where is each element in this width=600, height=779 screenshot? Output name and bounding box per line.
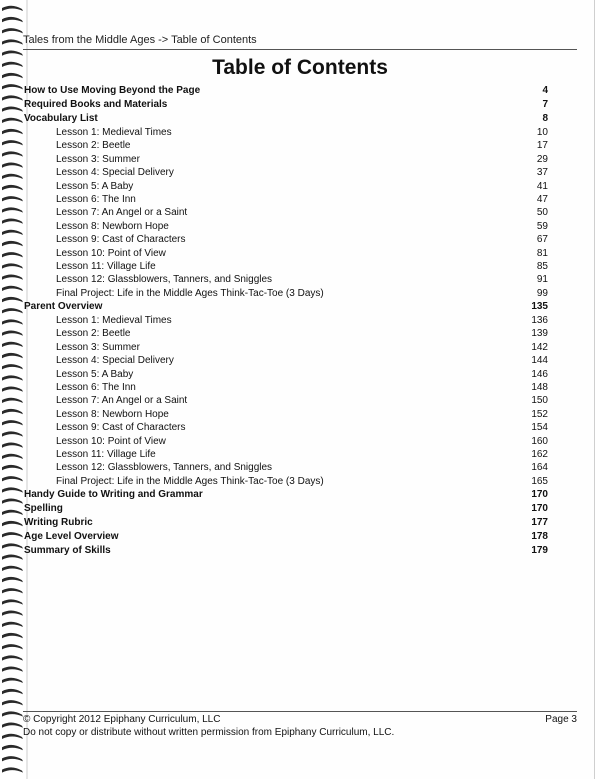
binding-coil (2, 443, 23, 448)
toc-entry-label: Lesson 4: Special Delivery (56, 355, 174, 367)
binding-coil (2, 241, 23, 246)
toc-entry-label: Lesson 11: Village Life (56, 448, 156, 460)
binding-coil (2, 263, 23, 268)
binding-coil (2, 230, 23, 235)
binding-coil (2, 196, 23, 201)
toc-entry-label: Parent Overview (24, 301, 103, 313)
toc-entry-page: 4 (542, 85, 548, 96)
binding-coil (2, 17, 23, 22)
toc-entry-label: Lesson 1: Medieval Times (56, 315, 172, 327)
toc-entry-page: 135 (531, 301, 548, 313)
toc-entry-page: 162 (531, 448, 548, 460)
binding-coil (2, 6, 23, 11)
toc-lesson-entry (24, 475, 548, 488)
toc-entry-page: 29 (536, 153, 548, 165)
table-of-contents (24, 84, 548, 558)
binding-coil (2, 319, 23, 324)
binding-coil (2, 375, 23, 380)
binding-coil (2, 431, 23, 436)
toc-entry-page: 41 (536, 180, 548, 192)
binding-coil (2, 364, 23, 369)
toc-entry-label: Lesson 11: Village Life (56, 260, 156, 272)
binding-coil (2, 566, 23, 571)
toc-entry-label: Lesson 10: Point of View (56, 247, 166, 259)
toc-entry-label: Age Level Overview (24, 531, 119, 543)
binding-coil (2, 476, 23, 481)
toc-entry-page: 178 (531, 531, 548, 543)
binding-coil (2, 331, 23, 336)
toc-section-entry (24, 530, 548, 544)
toc-entry-label: Required Books and Materials (24, 99, 168, 110)
toc-entry-label: Lesson 6: The Inn (56, 382, 136, 394)
toc-lesson-entry (24, 394, 548, 407)
binding-coil (2, 95, 23, 100)
toc-entry-page: 139 (531, 328, 548, 340)
binding-coil (2, 667, 23, 672)
toc-entry-label: Lesson 12: Glassblowers, Tanners, and Sniggles (56, 462, 273, 474)
toc-entry-label: Lesson 2: Beetle (56, 140, 131, 152)
toc-entry-label: Final Project: Life in the Middle Ages Think-Tac-Toe (3 Days) (56, 287, 324, 299)
binding-coil (2, 543, 23, 548)
page-number: Page 3 (545, 714, 577, 725)
toc-lesson-entry (24, 435, 548, 448)
toc-entry-page: 59 (536, 220, 548, 232)
toc-lesson-entry (24, 368, 548, 381)
toc-entry-label: Lesson 8: Newborn Hope (56, 220, 169, 232)
binding-coil (2, 521, 23, 526)
binding-coil (2, 465, 23, 470)
toc-entry-page: 136 (531, 315, 548, 327)
toc-entry-page: 165 (531, 475, 548, 487)
toc-entry-page: 152 (531, 408, 548, 420)
toc-entry-page: 50 (536, 207, 548, 219)
toc-entry-page: 99 (536, 287, 548, 299)
toc-section-entry (24, 98, 548, 112)
toc-lesson-entry (24, 206, 548, 219)
binding-coil (2, 767, 23, 772)
toc-lesson-entry (24, 354, 548, 367)
toc-entry-label: Lesson 5: A Baby (56, 180, 134, 192)
binding-coil (2, 84, 23, 89)
toc-entry-label: Lesson 3: Summer (56, 341, 140, 353)
toc-lesson-entry (24, 260, 548, 273)
binding-coil (2, 252, 23, 257)
binding-coil (2, 107, 23, 112)
toc-lesson-entry (24, 314, 548, 327)
toc-lesson-entry (24, 180, 548, 193)
binding-coil (2, 207, 23, 212)
toc-lesson-entry (24, 273, 548, 286)
binding-coil (2, 577, 23, 582)
toc-lesson-entry (24, 408, 548, 421)
toc-entry-label: Spelling (24, 503, 63, 515)
toc-section-entry (24, 488, 548, 502)
toc-entry-page: 8 (542, 113, 548, 124)
binding-coil (2, 219, 23, 224)
binding-coil (2, 487, 23, 492)
toc-section-entry (24, 502, 548, 516)
toc-entry-page: 154 (531, 422, 548, 434)
toc-lesson-entry (24, 233, 548, 246)
binding-coil (2, 454, 23, 459)
toc-entry-page: 164 (531, 462, 548, 474)
toc-section-entry (24, 544, 548, 558)
binding-coil (2, 723, 23, 728)
binding-coil (2, 342, 23, 347)
toc-entry-label: Writing Rubric (24, 517, 93, 529)
binding-coil (2, 275, 23, 280)
binding-coil (2, 353, 23, 358)
toc-entry-page: 144 (531, 355, 548, 367)
toc-entry-label: Lesson 4: Special Delivery (56, 167, 174, 179)
toc-entry-label: Lesson 9: Cast of Characters (56, 422, 186, 434)
binding-coil (2, 409, 23, 414)
binding-coil (2, 297, 23, 302)
toc-entry-label: Lesson 2: Beetle (56, 328, 131, 340)
toc-entry-page: 67 (536, 234, 548, 246)
binding-coil (2, 756, 23, 761)
toc-entry-label: Lesson 8: Newborn Hope (56, 408, 169, 420)
toc-entry-label: Lesson 7: An Angel or a Saint (56, 395, 188, 407)
toc-entry-page: 160 (531, 435, 548, 447)
toc-lesson-entry (24, 126, 548, 139)
toc-entry-page: 85 (536, 260, 548, 272)
binding-coil (2, 588, 23, 593)
binding-coil (2, 510, 23, 515)
binding-coil (2, 151, 23, 156)
toc-lesson-entry (24, 421, 548, 434)
binding-coil (2, 611, 23, 616)
running-header: Tales from the Middle Ages -> Table of Contents (23, 34, 257, 46)
toc-lesson-entry (24, 341, 548, 354)
binding-coil (2, 174, 23, 179)
binding-coil (2, 129, 23, 134)
toc-entry-label: Summary of Skills (24, 545, 111, 557)
toc-section-entry (24, 112, 548, 126)
toc-lesson-entry (24, 247, 548, 260)
spiral-binding (0, 0, 26, 779)
toc-entry-page: 91 (536, 274, 548, 286)
toc-entry-page: 142 (531, 341, 548, 353)
toc-lesson-entry (24, 448, 548, 461)
toc-entry-page: 10 (536, 127, 548, 138)
toc-entry-page: 170 (531, 503, 548, 515)
toc-entry-page: 7 (542, 99, 548, 110)
toc-lesson-entry (24, 461, 548, 474)
toc-lesson-entry (24, 166, 548, 179)
toc-entry-label: Lesson 7: An Angel or a Saint (56, 207, 188, 219)
binding-coil (2, 398, 23, 403)
toc-entry-label: Lesson 1: Medieval Times (56, 127, 172, 138)
binding-coil (2, 689, 23, 694)
toc-entry-label: Lesson 9: Cast of Characters (56, 234, 186, 246)
binding-coil (2, 532, 23, 537)
toc-lesson-entry (24, 327, 548, 340)
page-title: Table of Contents (212, 56, 388, 79)
toc-entry-label: Lesson 5: A Baby (56, 368, 134, 380)
binding-coil (2, 734, 23, 739)
toc-lesson-entry (24, 381, 548, 394)
toc-section-entry (24, 84, 548, 98)
toc-entry-label: How to Use Moving Beyond the Page (24, 85, 201, 96)
binding-coil (2, 745, 23, 750)
toc-lesson-entry (24, 193, 548, 206)
binding-coil (2, 599, 23, 604)
binding-coil (2, 420, 23, 425)
binding-coil (2, 39, 23, 44)
binding-coil (2, 644, 23, 649)
copy-notice: Do not copy or distribute without written permission from Epiphany Curriculum, LLC. (23, 727, 395, 738)
toc-section-entry (24, 516, 548, 530)
toc-entry-label: Lesson 3: Summer (56, 153, 140, 165)
toc-entry-page: 81 (536, 247, 548, 259)
binding-coil (2, 286, 23, 291)
binding-coil (2, 28, 23, 33)
toc-entry-label: Vocabulary List (24, 113, 98, 124)
binding-coil (2, 140, 23, 145)
binding-coil (2, 499, 23, 504)
toc-entry-page: 170 (531, 489, 548, 501)
toc-entry-page: 37 (536, 167, 548, 179)
toc-lesson-entry (24, 139, 548, 152)
toc-lesson-entry (24, 287, 548, 300)
binding-coil (2, 185, 23, 190)
toc-entry-page: 17 (536, 140, 548, 152)
binding-coil (2, 622, 23, 627)
toc-entry-label: Lesson 12: Glassblowers, Tanners, and Sniggles (56, 274, 273, 286)
toc-entry-page: 146 (531, 368, 548, 380)
toc-entry-page: 150 (531, 395, 548, 407)
binding-coil (2, 678, 23, 683)
toc-lesson-entry (24, 153, 548, 166)
toc-entry-page: 179 (531, 545, 548, 557)
footer-divider (23, 711, 577, 712)
toc-section-entry (24, 300, 548, 314)
toc-entry-label: Lesson 10: Point of View (56, 435, 166, 447)
toc-entry-label: Final Project: Life in the Middle Ages Think-Tac-Toe (3 Days) (56, 475, 324, 487)
toc-entry-page: 177 (531, 517, 548, 529)
binding-coil (2, 655, 23, 660)
binding-coil (2, 163, 23, 168)
binding-coil (2, 711, 23, 716)
binding-coil (2, 51, 23, 56)
toc-entry-label: Lesson 6: The Inn (56, 193, 136, 205)
binding-coil (2, 118, 23, 123)
copyright-text: © Copyright 2012 Epiphany Curriculum, LLC (23, 714, 221, 725)
binding-coil (2, 308, 23, 313)
toc-entry-page: 148 (531, 382, 548, 394)
toc-entry-label: Handy Guide to Writing and Grammar (24, 489, 203, 501)
binding-coil (2, 633, 23, 638)
binding-coil (2, 700, 23, 705)
header-divider (23, 49, 577, 50)
toc-lesson-entry (24, 220, 548, 233)
toc-entry-page: 47 (536, 193, 548, 205)
binding-coil (2, 387, 23, 392)
binding-coil (2, 555, 23, 560)
